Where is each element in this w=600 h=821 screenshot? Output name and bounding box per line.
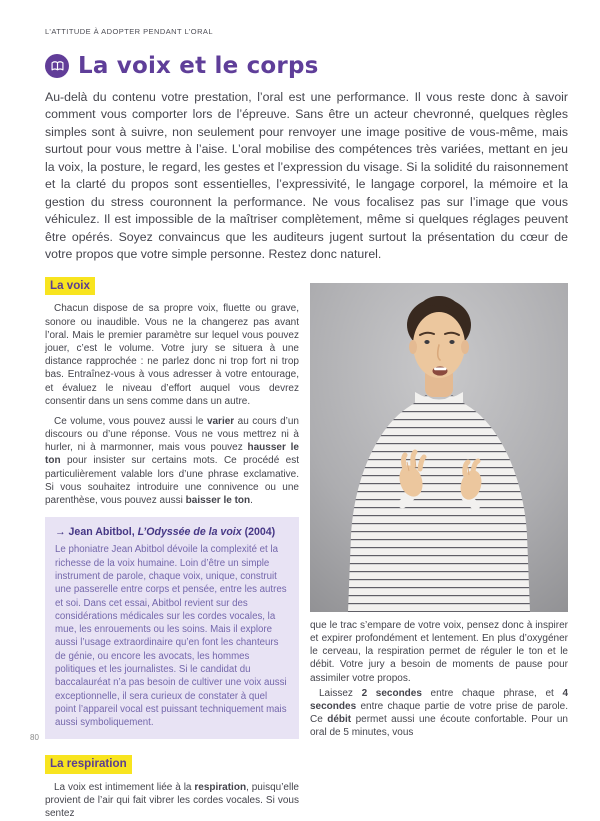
page-kicker: L’ATTITUDE À ADOPTER PENDANT L’ORAL <box>45 27 214 36</box>
intro-paragraph: Au-delà du contenu votre prestation, l’oral est une performance. Il vous reste donc à savoir comment vous comporter lors de l’épreuve. Sans être un acteur chevronné, quelques règles simples sont à suivre, non seulement pour renvoyer une image positive de vous-même, mais surtout pour vous mettre à l’aise. L’oral mobilise des compétences très variées, mettant en jeu la voix, la posture, le regard, les gestes et l’expression du visage. Si la solidité du raisonnement et la clarté du propos sont essentielles, l’expressivité, le langage corporel, la mémoire et la gestion du stress couronnent la performance. Ne vous focalisez pas sur l’image que vous véhiculez. Il est impossible de la maîtriser complètement, même si quelques réglages peuvent être opérés. Soyez convaincus que les auditeurs jugent surtout la présentation du cœur de votre propos que votre simple personne. Restez donc naturel. <box>45 90 568 262</box>
pacing-paragraph: Laissez 2 secondes entre chaque phrase, et 4 secondes entre chaque partie de votre prise de parole. Ce débit permet aussi une écoute confortable. Pour un oral de 5 minutes, vous <box>310 687 568 739</box>
voice-section-heading: La voix <box>45 277 95 296</box>
chapter-title-row <box>45 53 568 79</box>
voice-paragraph-1: Chacun dispose de sa propre voix, fluette ou grave, sonore ou inaudible. Vous ne la changerez pas avant l’oral. Mais le premier paramètre sur lequel vous pouvez jouer, c’est le volume. Votre jury se situera à une distance rapprochée : ne parlez donc ni trop fort ni trop bas. Entraînez-vous à vous adresser à votre entourage, et évaluez le niveau d’effort auquel vous devrez consentir dans un sens comme dans un autre. <box>45 303 299 407</box>
breathing-paragraph-1: La voix est intimement liée à la respiration, puisqu’elle provient de l’air qui fait vibrer les cordes vocales. Si vous sentez <box>45 782 299 820</box>
page-title: La voix et le corps <box>78 53 319 79</box>
page-number: 80 <box>30 733 39 742</box>
open-book-icon <box>45 54 69 78</box>
two-column-layout <box>45 276 568 821</box>
breathing-paragraph-continued: que le trac s’empare de votre voix, pensez donc à inspirer et expirer profondément et lentement. En plus d’oxygéner le cerveau, la respiration permet de réguler le ton et le débit. Votre jury a besoin de moments de pause pour assimiler votre propos. <box>310 619 568 684</box>
reference-box-heading: → Jean Abitbol, L’Odyssée de la voix (2004) <box>55 526 276 539</box>
breathing-section-heading: La respiration <box>45 755 132 774</box>
reference-box-body: Le phoniatre Jean Abitbol dévoile la complexité et la richesse de la voix humaine. Loin d’être un simple instrument de parole, chaque voix, unique, construit une passerelle entre corps et pensée, entre les autres et soi. Dans cet essai, Abitbol revient sur des considérations médicales sur les cordes vocales, la mue, les enrouements ou les soins. Mais il explore aussi l’usage extraordinaire qu’en font les chanteurs de génie, ou encore les avocats, les hommes politiques et les journalistes. Si le candidat du baccalauréat n’a pas besoin de cultiver une voix aussi exceptionnelle, il sera curieux de constater à quel point l’appareil vocal est puissant techniquement mais aussi symboliquement. <box>55 544 287 729</box>
breathing-continued-text <box>310 619 568 740</box>
voice-paragraph-2: Ce volume, vous pouvez aussi le varier au cours d’un discours ou d’une réponse. Vous ne vous mettrez ni à hurler, ni à marmonner, mais vous pouvez hausser le ton pour insister sur certains mots. Ce procédé est particulièrement valable lors d’une phrase exclamative. Si vous souhaitez introduire une connivence ou une parenthèse, vous pouvez aussi baisser le ton. <box>45 415 299 507</box>
reference-box <box>45 517 299 739</box>
right-column <box>310 276 568 821</box>
left-column <box>45 276 299 821</box>
man-in-striped-shirt-gesturing-photo <box>310 283 568 612</box>
